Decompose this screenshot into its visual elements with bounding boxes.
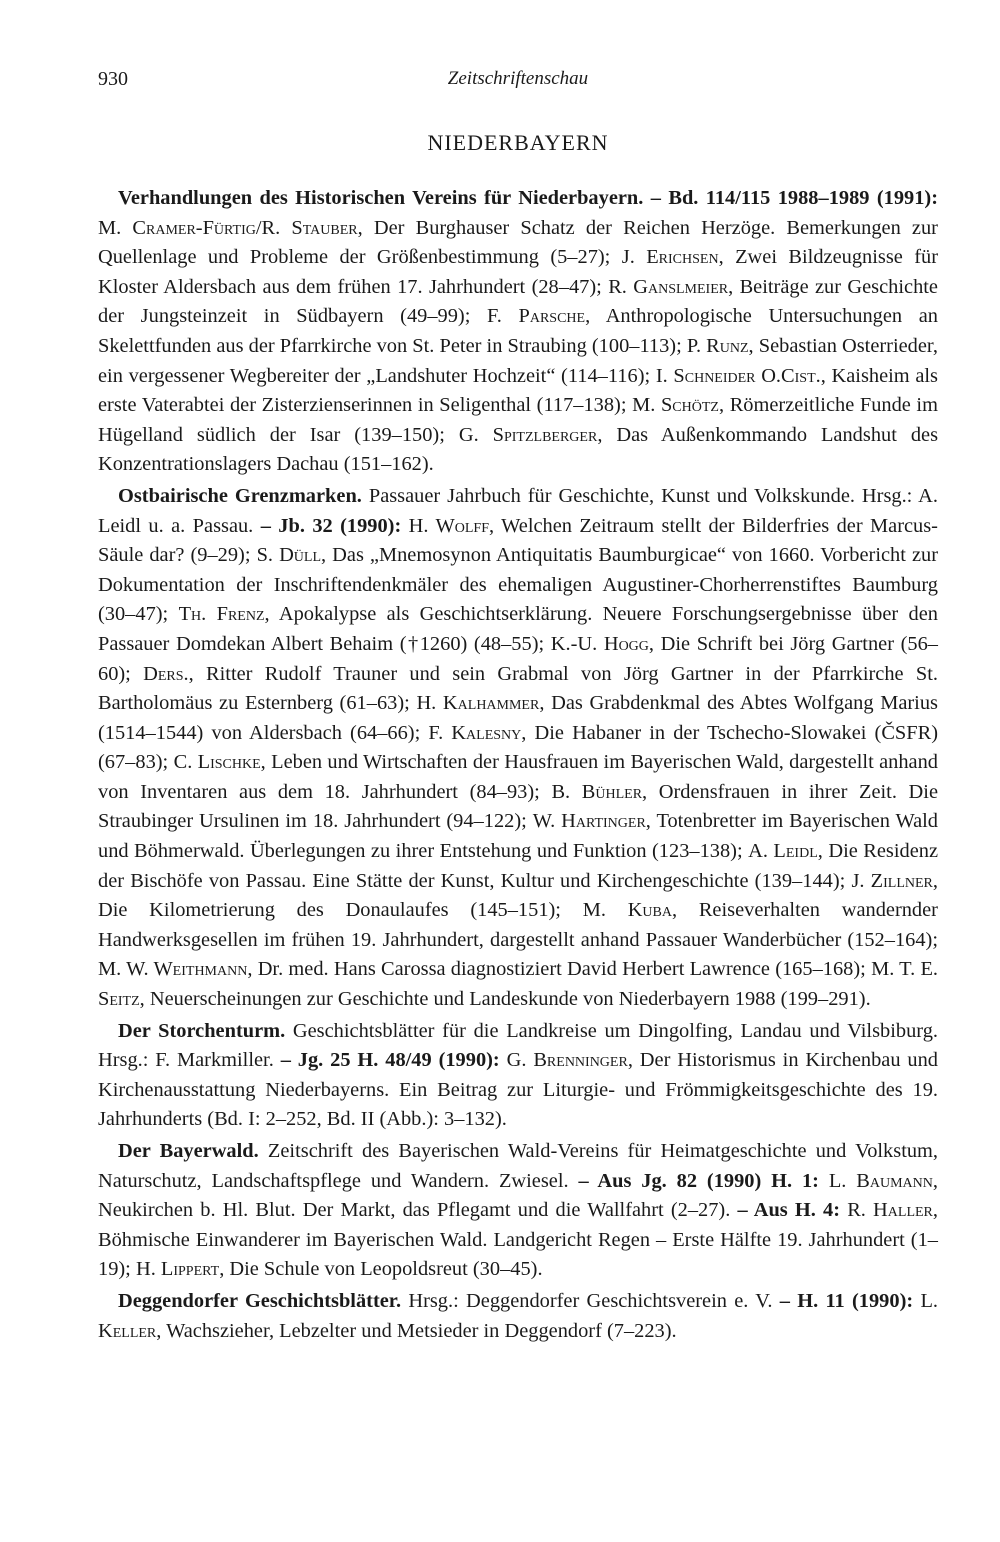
article-title: Kaisheim als erste Vaterabtei der Zisterzienserinnen in Seligenthal (117–138); (98, 364, 938, 417)
article-author: M. Kuba (582, 899, 672, 922)
article-title: Die Kilometrierung des Donaulaufes (145–151); (98, 899, 561, 922)
journal-entry: Der Storchenturm. Geschichtsblätter für die Landkreise um Dingolfing, Landau und Vilsbiburg. Hrsg.: F. Markmiller. – Jg. 25 H. 48/49 (1990): G. Brenninger, Der Historismus in Kirchenbau und Kirchenausstattung Niederbayerns. Ein Beitrag zur Liturgie- und Frömmigkeitsgeschichte des 19. Jahrhunderts (Bd. I: 2–252, Bd. II (Abb.): 3–132). (98, 1019, 939, 1131)
volume-info: – Bd. 114/115 1988–1989 (1991): (650, 187, 939, 209)
article-title: Das Außenkommando Landshut des Konzentrationslagers Dachau (151–162). (98, 423, 939, 476)
article-author: P. Runz (686, 334, 749, 357)
article-author: F. Kalesny (428, 721, 522, 744)
volume-info: – Aus H. 4: (737, 1199, 841, 1222)
article-author: G. Spitzlberger (458, 423, 598, 446)
article-title: Leben und Wirtschaften der Hausfrauen im Bayerischen Wald, dargestellt anhand von Inventaren aus dem 18. Jahrhundert (84–93); (98, 751, 938, 803)
article-title: Neuerscheinungen zur Geschichte und Landeskunde von Niederbayern 1988 (199–291). (149, 988, 871, 1011)
article-title: Römerzeitliche Funde im Hügelland südlich der Isar (139–150); (98, 394, 938, 446)
journal-description: Hrsg.: Deggendorfer Geschichtsverein e. V. (408, 1289, 773, 1312)
volume-info: – Jg. 25 H. 48/49 (1990): (280, 1049, 500, 1072)
article-author: H. Lippert (135, 1258, 220, 1281)
article-title: Sebastian Osterrieder, ein vergessener Wegbereiter der „Landshuter Hochzeit“ (114–116); (98, 334, 938, 387)
article-title: Welchen Zeitraum stellt der Bilderfries der Marcus-Säule dar? (9–29); (98, 514, 938, 567)
article-author: R. Haller (847, 1199, 933, 1222)
journal-title: Verhandlungen des Historischen Vereins für Niederbayern. (118, 187, 644, 209)
article-title: Dr. med. Hans Carossa diagnostiziert David Herbert Lawrence (165–168); (257, 958, 866, 981)
article-author: S. Düll (256, 544, 322, 567)
page-number: 930 (98, 68, 128, 90)
article-title: Beiträge zur Geschichte der Jungsteinzeit in Südbayern (49–99); (98, 275, 938, 328)
journal-entry: Deggendorfer Geschichtsblätter. Hrsg.: Deggendorfer Geschichtsverein e. V. – H. 11 (1990): L. Keller, Wachszieher, Lebzelter und Metsieder in Deggendorf (7–223). (98, 1289, 938, 1342)
journal-entry: Ostbairische Grenzmarken. Passauer Jahrbuch für Geschichte, Kunst und Volkskunde. Hrsg.: A. Leidl u. a. Passau. – Jb. 32 (1990): H. Wolff, Welchen Zeitraum stellt der Bilderfries der Marcus-Säule dar? (9–29); S. Düll, Das „Mnemosynon Antiquitatis Baumburgicae“ von 1660. Vorbericht zur Dokumentation der Inschriftendenkmäler des ehemaligen Augustiner-Chorherrenstiftes Baumburg (30–47); Th. Frenz, Apokalypse als Geschichtserklärung. Neuere Forschungsergebnisse über den Passauer Domdekan Albert Behaim (†1260) (48–55); K.-U. Hogg, Die Schrift bei Jörg Gartner (56–60); Ders., Ritter Rudolf Trauner und sein Grabmal von Jörg Gartner in der Pfarrkirche St. Bartholomäus zu Esternberg (61–63); H. Kalhammer, Das Grabdenkmal des Abtes Wolfgang Marius (1514–1544) von Aldersbach (64–66); F. Kalesny, Die Habaner in der Tschecho-Slowakei (ČSFR) (67–83); C. Lischke, Leben und Wirtschaften der Hausfrauen im Bayerischen Wald, dargestellt anhand von Inventaren aus dem 18. Jahrhundert (84–93); B. Bühler, Ordensfrauen in ihrer Zeit. Die Straubinger Ursulinen im 18. Jahrhundert (94–122); W. Hartinger, Totenbretter im Bayerischen Wald und Böhmerwald. Überlegungen zu ihrer Entstehung und Funktion (123–138); A. Leidl, Die Residenz der Bischöfe von Passau. Eine Stätte der Kunst, Kultur und Kirchengeschichte (139–144); J. Zillner, Die Kilometrierung des Donaulaufes (145–151); M. Kuba, Reiseverhalten wandernder Handwerksgesellen im frühen 19. Jahrhundert, dargestellt anhand Passauer Wanderbücher (152–164); M. W. Weithmann, Dr. med. Hans Carossa diagnostiziert David Herbert Lawrence (165–168); M. T. E. Seitz, Neuerscheinungen zur Geschichte und Landeskunde von Niederbayern 1988 (199–291). (98, 484, 939, 1011)
volume-info: – Aus Jg. 82 (1990) H. 1: (578, 1169, 819, 1192)
journal-description: Zeitschrift des Bayerischen Wald-Vereins für Heimatgeschichte und Volkstum, Naturschutz, Landschaftspflege und Wandern. Zwiesel. (98, 1140, 939, 1192)
article-title: Totenbretter im Bayerischen Wald und Böhmerwald. Überlegungen zu ihrer Entstehung und Funktion (123–138); (98, 810, 938, 863)
article-author: M. Cramer-Fürtig/R. Stauber (98, 216, 358, 239)
article-author: L. Baumann (828, 1169, 933, 1192)
journal-entry: Verhandlungen des Historischen Vereins für Niederbayern. – Bd. 114/115 1988–1989 (1991): M. Cramer-Fürtig/R. Stauber, Der Burghauser Schatz der Reichen Herzöge. Bemerkungen zur Quellenlage und Probleme der Größenbestimmung (5–27); J. Erichsen, Zwei Bildzeugnisse für Kloster Aldersbach aus dem frühen 17. Jahrhundert (28–47); R. Ganslmeier, Beiträge zur Geschichte der Jungsteinzeit in Südbayern (49–99); F. Parsche, Anthropologische Untersuchungen an Skelettfunden aus der Pfarrkirche von St. Peter in Straubing (100–113); P. Runz, Sebastian Osterrieder, ein vergessener Wegbereiter der „Landshuter Hochzeit“ (114–116); I. Schneider O.Cist., Kaisheim als erste Vaterabtei der Zisterzienserinnen in Seligenthal (117–138); M. Schötz, Römerzeitliche Funde im Hügelland südlich der Isar (139–150); G. Spitzlberger, Das Außenkommando Landshut des Konzentrationslagers Dachau (151–162). (98, 187, 939, 476)
section-heading: NIEDERBAYERN (427, 130, 609, 155)
article-author: Ders. (143, 662, 189, 685)
article-author: M. T. E. Seitz (98, 958, 938, 1011)
article-title: Apokalypse als Geschichtserklärung. Neuere Forschungsergebnisse über den Passauer Domdekan Albert Behaim (†1260) (48–55); (98, 603, 939, 655)
article-author: M. W. Weithmann (98, 958, 248, 981)
article-title: Wachszieher, Lebzelter und Metsieder in Deggendorf (7–223). (166, 1319, 677, 1342)
bibliography-list (98, 184, 938, 1348)
article-title: Der Historismus in Kirchenbau und Kirchenausstattung Niederbayerns. Ein Beitrag zur Liturgie- und Frömmigkeitsgeschichte des 19. Jahrhunderts (Bd. I: 2–252, Bd. II (Abb.): 3–132). (98, 1049, 939, 1131)
article-author: J. Zillner (851, 869, 933, 892)
article-author: H. Kalhammer (416, 692, 540, 715)
article-author: K.-U. Hogg (550, 632, 649, 655)
article-author: L. Keller (98, 1289, 938, 1342)
article-title: Neukirchen b. Hl. Blut. Der Markt, das Pflegamt und die Wallfahrt (2–27). (98, 1199, 731, 1222)
volume-info: – Jb. 32 (1990): (260, 514, 402, 537)
article-author: Th. Frenz (178, 603, 265, 626)
article-author: R. Ganslmeier (608, 275, 729, 298)
article-title: Ritter Rudolf Trauner und sein Grabmal von Jörg Gartner in der Pfarrkirche St. Bartholomäus zu Esternberg (61–63); (98, 662, 938, 715)
journal-description: Passauer Jahrbuch für Geschichte, Kunst und Volkskunde. Hrsg.: A. Leidl u. a. Passau. (98, 484, 938, 537)
journal-entry: Der Bayerwald. Zeitschrift des Bayerischen Wald-Vereins für Heimatgeschichte und Volkstum, Naturschutz, Landschaftspflege und Wandern. Zwiesel. – Aus Jg. 82 (1990) H. 1: L. Baumann, Neukirchen b. Hl. Blut. Der Markt, das Pflegamt und die Wallfahrt (2–27). – Aus H. 4: R. Haller, Böhmische Einwanderer im Bayerischen Wald. Landgericht Regen – Erste Hälfte 19. Jahrhundert (1–19); H. Lippert, Die Schule von Leopoldsreut (30–45). (98, 1140, 939, 1281)
article-author: W. Hartinger (532, 810, 646, 833)
article-author: J. Erichsen (621, 246, 719, 269)
article-author: B. Bühler (551, 780, 643, 803)
article-author: F. Parsche (487, 305, 586, 328)
article-title: Anthropologische Untersuchungen an Skelettfunden aus der Pfarrkirche von St. Peter in Straubing (100–113); (98, 305, 938, 357)
article-title: Das Grabdenkmal des Abtes Wolfgang Marius (1514–1544) von Aldersbach (64–66); (98, 692, 938, 744)
article-title: Die Schule von Leopoldsreut (30–45). (229, 1258, 543, 1281)
journal-title: Ostbairische Grenzmarken. (118, 484, 362, 507)
article-title: Ordensfrauen in ihrer Zeit. Die Straubinger Ursulinen im 18. Jahrhundert (94–122); (98, 780, 938, 833)
article-author: M. Schötz (632, 394, 719, 417)
article-author: A. Leidl (748, 840, 818, 863)
article-title: Die Residenz der Bischöfe von Passau. Eine Stätte der Kunst, Kultur und Kirchengeschichte (139–144); (98, 840, 938, 892)
article-title: Zwei Bildzeugnisse für Kloster Aldersbach aus dem frühen 17. Jahrhundert (28–47); (98, 246, 938, 298)
volume-info: – H. 11 (1990): (779, 1289, 914, 1312)
article-author: G. Brenninger (506, 1049, 628, 1072)
article-title: Das „Mnemosynon Antiquitatis Baumburgicae“ von 1660. Vorbericht zur Dokumentation der Inschriftendenkmäler des ehemaligen Augustiner-Chorherrenstiftes Baumburg (30–47); (98, 544, 938, 626)
article-title: Die Habaner in der Tschecho-Slowakei (ČSFR) (67–83); (98, 721, 938, 774)
journal-title: Deggendorfer Geschichtsblätter. (118, 1289, 402, 1312)
journal-title: Der Bayerwald. (118, 1140, 259, 1162)
article-title: Der Burghauser Schatz der Reichen Herzöge. Bemerkungen zur Quellenlage und Probleme der Größenbestimmung (5–27); (98, 216, 938, 269)
article-author: I. Schneider O.Cist. (655, 364, 821, 387)
journal-title: Der Storchenturm. (118, 1019, 286, 1042)
journal-description: Geschichtsblätter für die Landkreise um Dingolfing, Landau und Vilsbiburg. Hrsg.: F. Markmiller. (98, 1019, 938, 1072)
article-title: Die Schrift bei Jörg Gartner (56–60); (98, 632, 938, 685)
article-title: Böhmische Einwanderer im Bayerischen Wald. Landgericht Regen – Erste Hälfte 19. Jahrhundert (1–19); (98, 1228, 938, 1281)
running-head (98, 68, 938, 98)
article-title: Reiseverhalten wandernder Handwerksgesellen im frühen 19. Jahrhundert, dargestellt anhand Passauer Wanderbücher (152–164); (98, 899, 938, 951)
article-author: H. Wolff (408, 514, 490, 537)
running-title: Zeitschriftenschau (447, 68, 589, 89)
article-author: C. Lischke (173, 751, 261, 774)
